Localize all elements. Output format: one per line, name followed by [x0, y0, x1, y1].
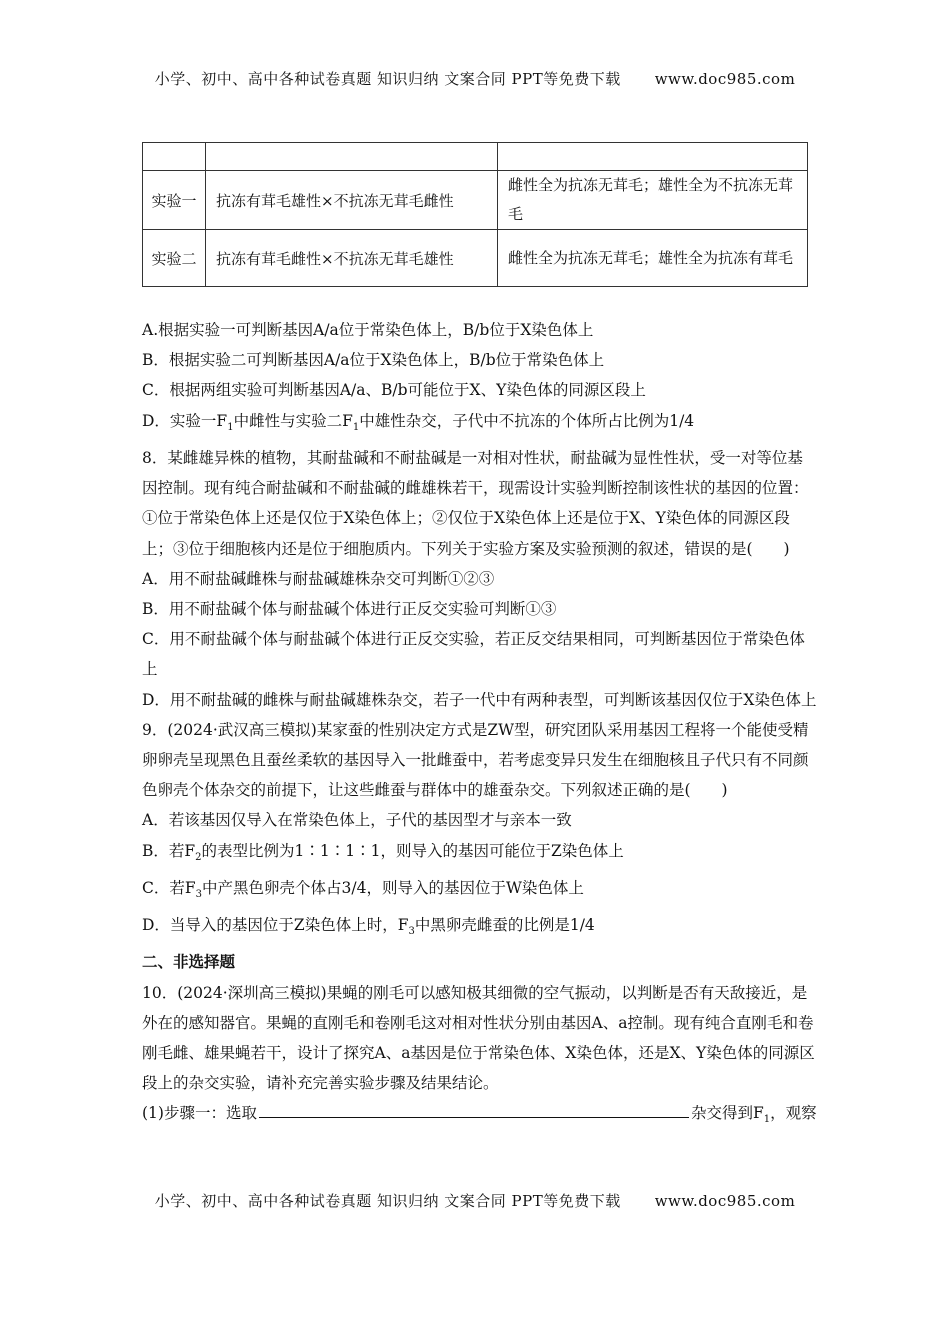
q9-option-c: C．若$F_3$中产黑色卵壳个体占3/4，则导入的基因位于W染色体上	[142, 878, 584, 900]
q9-stem: 9．(2024·武汉高三模拟)某家蚕的性别决定方式是ZW型，研究团队采用基因工程将一个能使受精卵卵壳呈现黑色且蚕丝柔软的基因导入一批雌蚕中，若考虑变异只发生在细胞核且子代只有不同颜色卵壳个体杂交的前提下，让这些雌蚕与群体中的雄蚕杂交。下列叙述正确的是( )	[142, 720, 809, 800]
header-text: 小学、初中、高中各种试卷真题 知识归纳 文案合同 PPT等免费下载	[154, 70, 621, 88]
experiment-result: 雌性全为抗冻无茸毛；雄性全为抗冻有茸毛	[498, 230, 808, 287]
question-body	[142, 315, 818, 1136]
q9-option-b: B．若$F_2$的表型比例为1∶1∶1∶1，则导入的基因可能位于Z染色体上	[142, 841, 624, 863]
q10-stem: 10．(2024·深圳高三模拟)果蝇的刚毛可以感知极其细微的空气振动，以判断是否有天敌接近，是外在的感知器官。果蝇的直刚毛和卷刚毛这对相对性状分别由基因A、a控制。现有纯合直刚毛和卷刚毛雌、雄果蝇若干，设计了探究A、a基因是位于常染色体、X染色体，还是X、Y染色体的同源区段上的杂交实验，请补充完善实验步骤及结果结论。	[142, 983, 815, 1093]
table-row	[143, 230, 808, 287]
q8-option-c: C．用不耐盐碱个体与耐盐碱个体进行正反交实验，若正反交结果相同，可判断基因位于常染色体上	[142, 630, 805, 679]
q8-option-d: D．用不耐盐碱的雌株与耐盐碱雄株杂交，若子一代中有两种表型，可判断该基因仅位于X染色体上	[142, 690, 817, 709]
q9-option-a: A．若该基因仅导入在常染色体上，子代的基因型才与亲本一致	[142, 811, 572, 830]
experiment-result: 雌性全为抗冻无茸毛；雄性全为不抗冻无茸毛	[498, 171, 808, 230]
q7-option-a: A.根据实验一可判断基因A/a位于常染色体上，B/b位于X染色体上	[142, 321, 594, 339]
page-header	[0, 68, 950, 89]
page-footer	[0, 1190, 950, 1211]
q7-option-b: B．根据实验二可判断基因A/a位于X染色体上，B/b位于常染色体上	[142, 351, 605, 370]
table-header-row	[143, 143, 808, 171]
q8-stem: 8．某雌雄异株的植物，其耐盐碱和不耐盐碱是一对相对性状，耐盐碱为显性性状，受一对等位基因控制。现有纯合耐盐碱和不耐盐碱的雌雄株若干，现需设计实验判断控制该性状的基因的位置：①位于常染色体上还是仅位于X染色体上；②仅位于X染色体上还是位于X、Y染色体的同源区段上；③位于细胞核内还是位于细胞质内。下列关于实验方案及实验预测的叙述，错误的是( )	[142, 448, 809, 558]
footer-text: 小学、初中、高中各种试卷真题 知识归纳 文案合同 PPT等免费下载	[154, 1192, 621, 1210]
header-site: www.doc985.com	[654, 70, 796, 88]
q7-option-c: C．根据两组实验可判断基因A/a、B/b可能位于X、Y染色体的同源区段上	[142, 381, 646, 400]
section-heading: 二、非选择题	[142, 952, 236, 972]
answer-blank[interactable]	[259, 1099, 689, 1118]
experiment-cross: 抗冻有茸毛雄性×不抗冻无茸毛雌性	[206, 171, 498, 230]
footer-site: www.doc985.com	[654, 1192, 796, 1210]
q8-option-b: B．用不耐盐碱个体与耐盐碱个体进行正反交实验可判断①③	[142, 599, 557, 618]
table-row	[143, 171, 808, 230]
q8-option-a: A．用不耐盐碱雌株与耐盐碱雄株杂交可判断①②③	[142, 569, 495, 588]
experiment-cross: 抗冻有茸毛雌性×不抗冻无茸毛雄性	[206, 230, 498, 287]
experiment-name: 实验二	[143, 230, 206, 287]
q10-step-one: (1)步骤一：选取 杂交得到$F_1$，观察	[142, 1098, 818, 1135]
q9-option-d: D．当导入的基因位于Z染色体上时，$F_3$中黑卵壳雌蚕的比例是1/4	[142, 916, 595, 938]
q7-option-d: D．实验一$F_1$中雌性与实验二$F_1$中雄性杂交，子代中不抗冻的个体所占比例为1/4	[142, 411, 695, 433]
experiment-table	[142, 142, 808, 287]
experiment-name: 实验一	[143, 171, 206, 230]
